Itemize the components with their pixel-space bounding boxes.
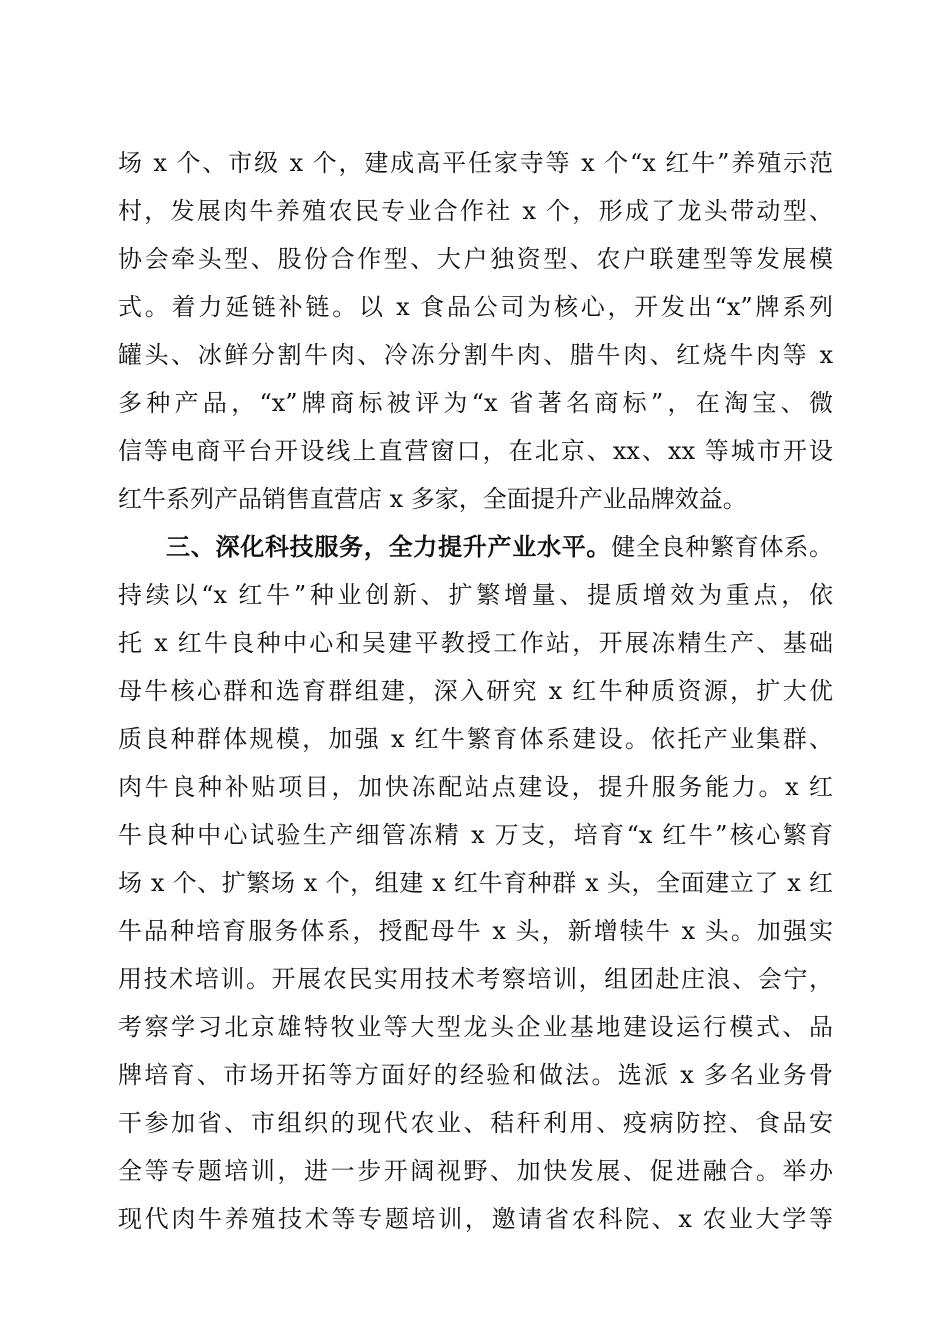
section-first-line	[166, 529, 833, 565]
paragraph-line: 多种产品，“x”牌商标被评为“x 省著名商标”，在淘宝、微	[118, 389, 833, 417]
paragraph-line: 托 x 红牛良种中心和吴建平教授工作站，开展冻精生产、基础	[118, 629, 833, 657]
paragraph-line: 牛品种培育服务体系，授配母牛 x 头，新增犊牛 x 头。加强实	[118, 917, 833, 945]
paragraph-line: 持续以“x 红牛”种业创新、扩繁增量、提质增效为重点，依	[118, 581, 833, 609]
paragraph-line: 协会牵头型、股份合作型、大户独资型、农户联建型等发展模	[118, 245, 833, 273]
paragraph-line: 用技术培训。开展农民实用技术考察培训，组团赴庄浪、会宁，	[118, 965, 833, 993]
paragraph-line: 场 x 个、市级 x 个，建成高平任家寺等 x 个“x 红牛”养殖示范	[118, 149, 833, 177]
paragraph-line: 村，发展肉牛养殖农民专业合作社 x 个，形成了龙头带动型、	[118, 197, 833, 225]
paragraph-line: 考察学习北京雄特牧业等大型龙头企业基地建设运行模式、品	[118, 1013, 833, 1041]
section-heading-rest: 健全良种繁育体系。	[611, 533, 833, 561]
paragraph-line: 罐头、冰鲜分割牛肉、冷冻分割牛肉、腊牛肉、红烧牛肉等 x	[118, 341, 833, 369]
paragraph-line: 牌培育、市场开拓等方面好的经验和做法。选派 x 多名业务骨	[118, 1061, 833, 1089]
paragraph-line: 全等专题培训，进一步开阔视野、加快发展、促进融合。举办	[118, 1157, 833, 1185]
paragraph-line: 现代肉牛养殖技术等专题培训，邀请省农科院、x 农业大学等	[118, 1205, 833, 1233]
paragraph-line: 场 x 个、扩繁场 x 个，组建 x 红牛育种群 x 头，全面建立了 x 红	[118, 869, 833, 897]
paragraph-line: 母牛核心群和选育群组建，深入研究 x 红牛种质资源，扩大优	[118, 677, 833, 705]
paragraph-line: 牛良种中心试验生产细管冻精 x 万支，培育“x 红牛”核心繁育	[118, 821, 833, 849]
paragraph-line: 肉牛良种补贴项目，加快冻配站点建设，提升服务能力。x 红	[118, 773, 833, 801]
section-heading: 三、深化科技服务，全力提升产业水平。	[166, 533, 612, 561]
paragraph-line: 信等电商平台开设线上直营窗口，在北京、xx、xx 等城市开设	[118, 437, 833, 465]
paragraph-line: 干参加省、市组织的现代农业、秸秆利用、疫病防控、食品安	[118, 1109, 833, 1137]
paragraph-line: 质良种群体规模，加强 x 红牛繁育体系建设。依托产业集群、	[118, 725, 833, 753]
paragraph-line: 式。着力延链补链。以 x 食品公司为核心，开发出“x”牌系列	[118, 293, 833, 321]
paragraph-line: 红牛系列产品销售直营店 x 多家，全面提升产业品牌效益。	[118, 485, 747, 513]
